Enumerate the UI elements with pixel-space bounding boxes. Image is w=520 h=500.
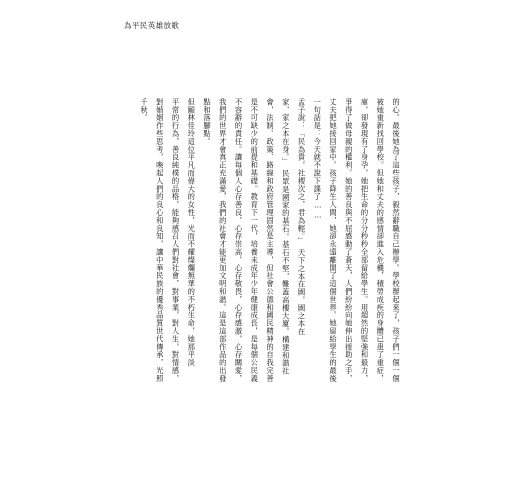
text-column: 會，法制、政策、路線和政府管理固然是主導，但社會公德和國民精神的自我完善 bbox=[266, 98, 275, 383]
text-column: 但願林佳玲這位平凡而偉大的女性，光而不耀燦爛無華的不朽生命，她那平淡 bbox=[187, 98, 197, 367]
text-column: 的心。最後她為了這些孩子，毅然辭職自己辦學。學校辦起來了，孩子們一個一個 bbox=[392, 98, 401, 383]
text-column: 庫，卻發現有了身孕，她把生命的分分秒秒全部留給學生。用超然的堅強和毅力， bbox=[360, 98, 370, 383]
vertical-text-block bbox=[140, 98, 400, 388]
text-column: 千秋。 bbox=[140, 98, 149, 122]
text-column: 我們的世界才會真正充滿愛，我們的社會才能更加文明和諧。這是這部作品的出發 bbox=[218, 98, 228, 383]
text-column: 丈夫把她接回家中。孩子降生人間，她卻永遠離開了這個世界。她留給學生的最後 bbox=[329, 98, 338, 383]
text-column: 點和落腳點。 bbox=[203, 98, 212, 146]
text-column: 是不可缺少的前提和基礎。教育下一代，培養未成年少年健康成長，是每個公民義 bbox=[250, 98, 260, 383]
text-column: 對婚姻作些思考，喚起人們的良心和良知，讓中華民族的優秀品質世代傳承，光照 bbox=[155, 98, 165, 383]
text-column: 被她重新找回學校。但她和丈夫的感情卻進入危機，積勞成疾的身體已患了重症， bbox=[376, 98, 386, 383]
text-column: 一句話是：今天就不說下課了…… bbox=[313, 98, 323, 220]
text-column: 爭得了做母親的權利。她的善良與不屈感動了蒼天，人們紛紛向她伸出援助之手， bbox=[344, 98, 354, 383]
text-column: 孟子說：「民為貴，社稷次之，君為輕。」 天下之本在國，國之本在 bbox=[297, 98, 307, 336]
text-column: 家，家之本在身。」 民眾是國家的基石。基石不堅，難蓋高樓大廈。構建和諧社 bbox=[281, 98, 291, 376]
text-column: 平常的行為，善良純樸的品格，能夠感召人們對社會，對事業，對人生，對情感， bbox=[171, 98, 181, 383]
text-column: 不容辭的責任。讓每個人心存善良，心存崇高，心存敬畏，心存感激，心存關愛， bbox=[234, 98, 244, 383]
running-header: 為平民英雄放歌 bbox=[124, 21, 180, 30]
